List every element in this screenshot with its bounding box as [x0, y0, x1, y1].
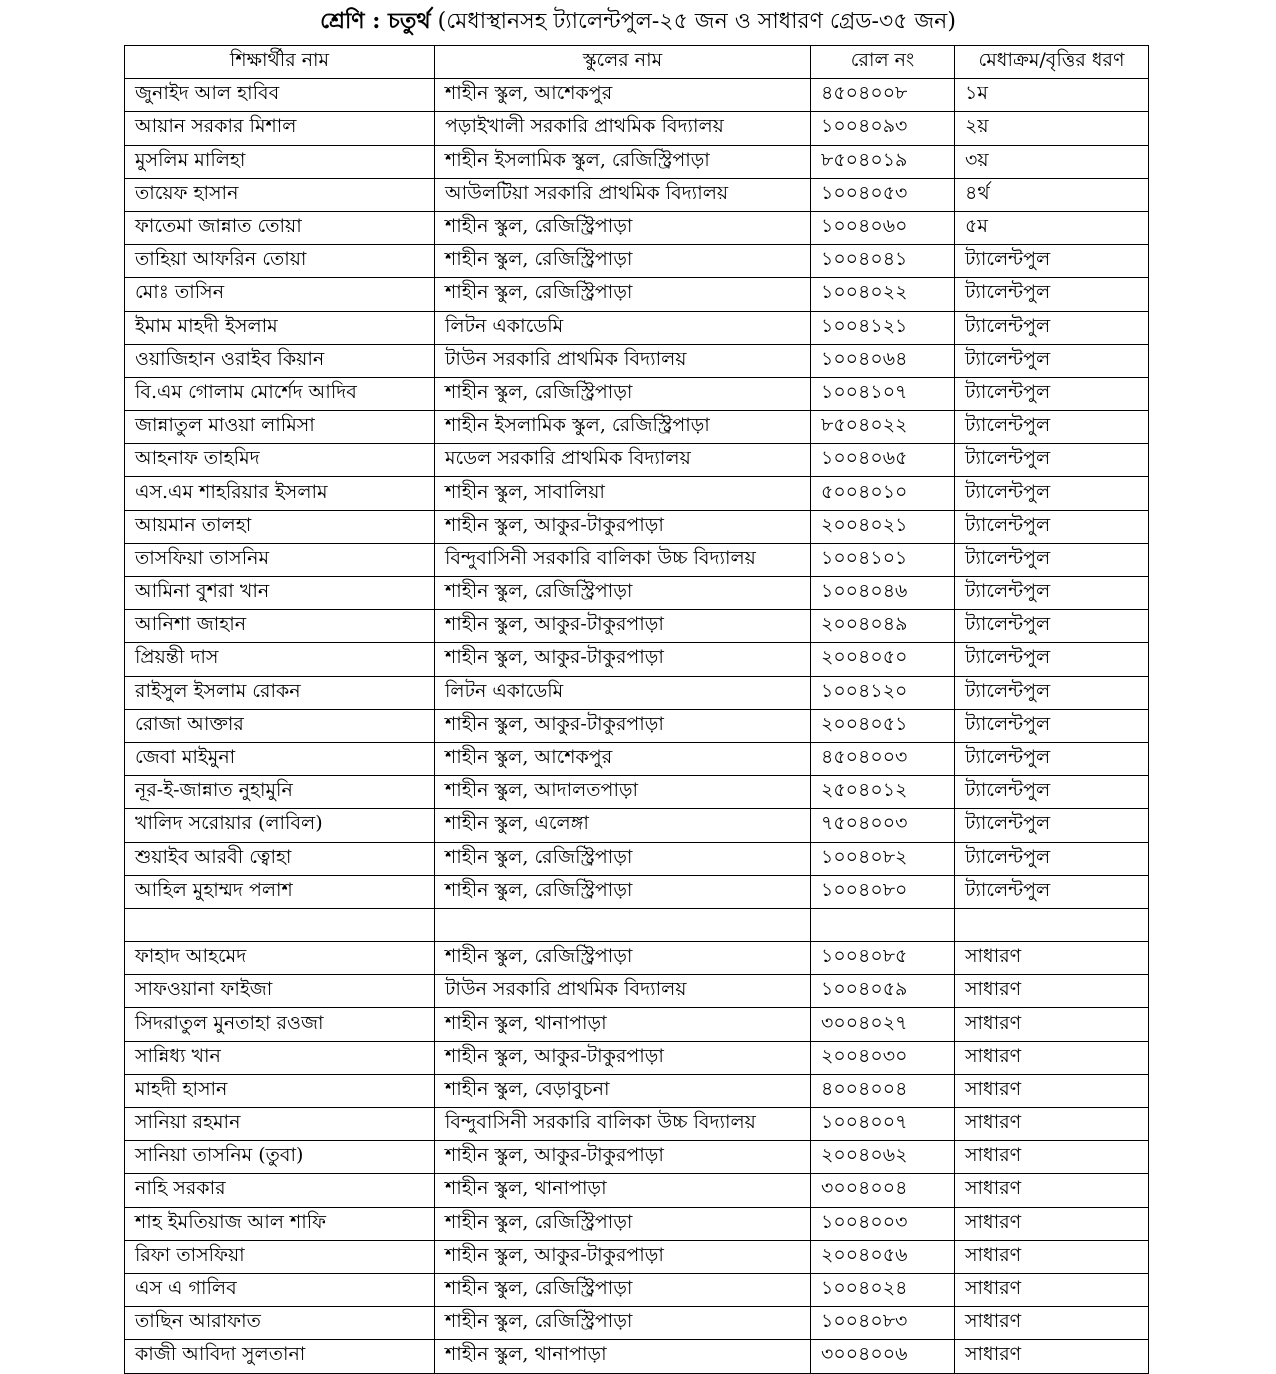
student-name-cell: ওয়াজিহান ওরাইব কিয়ান — [125, 344, 435, 377]
student-name-cell: শাহ ইমতিয়াজ আল শাফি — [125, 1207, 435, 1240]
table-row — [125, 112, 1149, 145]
student-name-cell — [125, 908, 435, 941]
student-name-cell: সানিয়া রহমান — [125, 1108, 435, 1141]
roll-number-cell: ১০০৪০০৩ — [811, 1207, 955, 1240]
student-name-cell: শুয়াইব আরবী ত্বোহা — [125, 842, 435, 875]
table-row — [125, 1041, 1149, 1074]
roll-number-cell: ৪৫০৪০০৮ — [811, 79, 955, 112]
school-name-cell: শাহীন স্কুল, আকুর-টাকুরপাড়া — [435, 1240, 811, 1273]
student-name-cell: সানিয়া তাসনিম (তুবা) — [125, 1141, 435, 1174]
merit-type-cell: সাধারণ — [955, 1273, 1149, 1306]
roll-number-cell: ৩০০৪০০৪ — [811, 1174, 955, 1207]
merit-type-cell: ট্যালেন্টপুল — [955, 411, 1149, 444]
student-name-cell: মোঃ তাসিন — [125, 278, 435, 311]
school-name-cell: বিন্দুবাসিনী সরকারি বালিকা উচ্চ বিদ্যালয় — [435, 543, 811, 576]
merit-type-cell: ২য় — [955, 112, 1149, 145]
student-name-cell: আয়ান সরকার মিশাল — [125, 112, 435, 145]
table-row — [125, 510, 1149, 543]
merit-type-cell: ট্যালেন্টপুল — [955, 610, 1149, 643]
merit-type-cell: ট্যালেন্টপুল — [955, 709, 1149, 742]
roll-number-cell: ৭৫০৪০০৩ — [811, 809, 955, 842]
merit-type-cell: ট্যালেন্টপুল — [955, 278, 1149, 311]
merit-type-cell: সাধারণ — [955, 1174, 1149, 1207]
student-name-cell: ইমাম মাহদী ইসলাম — [125, 311, 435, 344]
roll-number-cell: ১০০৪০৬০ — [811, 211, 955, 244]
table-row — [125, 875, 1149, 908]
merit-type-cell: ট্যালেন্টপুল — [955, 377, 1149, 410]
student-name-cell: নূর-ই-জান্নাত নুহামুনি — [125, 776, 435, 809]
school-name-cell: শাহীন স্কুল, এলেঙ্গা — [435, 809, 811, 842]
student-name-cell: ফাহাদ আহমেদ — [125, 942, 435, 975]
table-row — [125, 676, 1149, 709]
school-name-cell: শাহীন স্কুল, রেজিস্ট্রিপাড়া — [435, 1207, 811, 1240]
merit-type-cell: সাধারণ — [955, 1240, 1149, 1273]
table-row — [125, 311, 1149, 344]
school-name-cell: শাহীন স্কুল, আকুর-টাকুরপাড়া — [435, 1041, 811, 1074]
roll-number-cell: ১০০৪১২০ — [811, 676, 955, 709]
table-row — [125, 809, 1149, 842]
table-row — [125, 543, 1149, 576]
merit-type-cell: ট্যালেন্টপুল — [955, 311, 1149, 344]
table-row — [125, 1240, 1149, 1273]
roll-number-cell: ১০০৪০৮০ — [811, 875, 955, 908]
student-name-cell: রাইসুল ইসলাম রোকন — [125, 676, 435, 709]
page-title — [0, 6, 1276, 37]
table-row — [125, 1141, 1149, 1174]
table-row — [125, 610, 1149, 643]
student-name-cell: সাফওয়ানা ফাইজা — [125, 975, 435, 1008]
school-name-cell: শাহীন স্কুল, বেড়াবুচনা — [435, 1074, 811, 1107]
roll-number-cell: ২৫০৪০১২ — [811, 776, 955, 809]
student-name-cell: কাজী আবিদা সুলতানা — [125, 1340, 435, 1373]
school-name-cell: শাহীন ইসলামিক স্কুল, রেজিস্ট্রিপাড়া — [435, 145, 811, 178]
roll-number-cell: ১০০৪১০৭ — [811, 377, 955, 410]
roll-number-cell: ৩০০৪০০৬ — [811, 1340, 955, 1373]
table-row — [125, 1307, 1149, 1340]
roll-number-cell: ২০০৪০৪৯ — [811, 610, 955, 643]
student-name-cell: এস এ গালিব — [125, 1273, 435, 1306]
merit-type-cell: ট্যালেন্টপুল — [955, 643, 1149, 676]
merit-type-cell: ট্যালেন্টপুল — [955, 776, 1149, 809]
roll-number-cell: ২০০৪০৫১ — [811, 709, 955, 742]
school-name-cell: শাহীন ইসলামিক স্কুল, রেজিস্ট্রিপাড়া — [435, 411, 811, 444]
roll-number-cell: ২০০৪০৬২ — [811, 1141, 955, 1174]
school-name-cell: শাহীন স্কুল, আশেকপুর — [435, 79, 811, 112]
school-name-cell: শাহীন স্কুল, থানাপাড়া — [435, 1340, 811, 1373]
header-roll-number: রোল নং — [811, 46, 955, 79]
table-header-row — [125, 46, 1149, 79]
student-name-cell: খালিদ সরোয়ার (লাবিল) — [125, 809, 435, 842]
student-name-cell: আহিল মুহাম্মদ পলাশ — [125, 875, 435, 908]
roll-number-cell: ১০০৪০৬৫ — [811, 444, 955, 477]
table-row — [125, 477, 1149, 510]
table-row — [125, 776, 1149, 809]
roll-number-cell: ১০০৪০০৭ — [811, 1108, 955, 1141]
roll-number-cell: ১০০৪০৫৩ — [811, 178, 955, 211]
student-name-cell: আয়মান তালহা — [125, 510, 435, 543]
school-name-cell: টাউন সরকারি প্রাথমিক বিদ্যালয় — [435, 344, 811, 377]
school-name-cell: পড়াইখালী সরকারি প্রাথমিক বিদ্যালয় — [435, 112, 811, 145]
school-name-cell: শাহীন স্কুল, রেজিস্ট্রিপাড়া — [435, 245, 811, 278]
roll-number-cell — [811, 908, 955, 941]
school-name-cell: শাহীন স্কুল, সাবালিয়া — [435, 477, 811, 510]
student-name-cell: তায়েফ হাসান — [125, 178, 435, 211]
roll-number-cell: ১০০৪০৪১ — [811, 245, 955, 278]
table-row — [125, 278, 1149, 311]
student-name-cell: জুনাইদ আল হাবিব — [125, 79, 435, 112]
table-row — [125, 211, 1149, 244]
table-row — [125, 1273, 1149, 1306]
table-row — [125, 377, 1149, 410]
student-name-cell: এস.এম শাহরিয়ার ইসলাম — [125, 477, 435, 510]
table-row — [125, 178, 1149, 211]
merit-type-cell: ৪র্থ — [955, 178, 1149, 211]
student-name-cell: তাছিন আরাফাত — [125, 1307, 435, 1340]
table-row — [125, 444, 1149, 477]
roll-number-cell: ১০০৪০৪৬ — [811, 577, 955, 610]
school-name-cell: শাহীন স্কুল, আকুর-টাকুরপাড়া — [435, 643, 811, 676]
student-name-cell: তাসফিয়া তাসনিম — [125, 543, 435, 576]
table-row — [125, 1008, 1149, 1041]
merit-type-cell: ট্যালেন্টপুল — [955, 543, 1149, 576]
school-name-cell: শাহীন স্কুল, রেজিস্ট্রিপাড়া — [435, 842, 811, 875]
school-name-cell: আউলটিয়া সরকারি প্রাথমিক বিদ্যালয় — [435, 178, 811, 211]
merit-type-cell: সাধারণ — [955, 1074, 1149, 1107]
roll-number-cell: ৪০০৪০০৪ — [811, 1074, 955, 1107]
table-row — [125, 1340, 1149, 1373]
school-name-cell: শাহীন স্কুল, রেজিস্ট্রিপাড়া — [435, 875, 811, 908]
school-name-cell: শাহীন স্কুল, আকুর-টাকুরপাড়া — [435, 709, 811, 742]
class-details: (মেধাস্থানসহ ট্যালেন্টপুল-২৫ জন ও সাধারণ গ্রেড-৩৫ জন) — [437, 9, 956, 34]
table-row — [125, 742, 1149, 775]
table-row — [125, 79, 1149, 112]
roll-number-cell: ৩০০৪০২৭ — [811, 1008, 955, 1041]
school-name-cell: শাহীন স্কুল, আকুর-টাকুরপাড়া — [435, 610, 811, 643]
roll-number-cell: ২০০৪০৫০ — [811, 643, 955, 676]
roll-number-cell: ২০০৪০২১ — [811, 510, 955, 543]
student-name-cell: প্রিয়ন্তী দাস — [125, 643, 435, 676]
school-name-cell: শাহীন স্কুল, রেজিস্ট্রিপাড়া — [435, 942, 811, 975]
table-row — [125, 344, 1149, 377]
school-name-cell: টাউন সরকারি প্রাথমিক বিদ্যালয় — [435, 975, 811, 1008]
merit-type-cell — [955, 908, 1149, 941]
merit-type-cell: ট্যালেন্টপুল — [955, 742, 1149, 775]
merit-type-cell: সাধারণ — [955, 975, 1149, 1008]
roll-number-cell: ৮৫০৪০১৯ — [811, 145, 955, 178]
table-row — [125, 145, 1149, 178]
school-name-cell: লিটন একাডেমি — [435, 311, 811, 344]
school-name-cell: বিন্দুবাসিনী সরকারি বালিকা উচ্চ বিদ্যালয় — [435, 1108, 811, 1141]
merit-type-cell: ট্যালেন্টপুল — [955, 577, 1149, 610]
student-name-cell: নাহি সরকার — [125, 1174, 435, 1207]
table-row — [125, 643, 1149, 676]
merit-type-cell: সাধারণ — [955, 1008, 1149, 1041]
table-row — [125, 1074, 1149, 1107]
school-name-cell — [435, 908, 811, 941]
table-row — [125, 411, 1149, 444]
school-name-cell: শাহীন স্কুল, রেজিস্ট্রিপাড়া — [435, 1273, 811, 1306]
school-name-cell: শাহীন স্কুল, আদালতপাড়া — [435, 776, 811, 809]
table-row — [125, 709, 1149, 742]
table-row — [125, 908, 1149, 941]
merit-type-cell: ট্যালেন্টপুল — [955, 344, 1149, 377]
school-name-cell: শাহীন স্কুল, রেজিস্ট্রিপাড়া — [435, 211, 811, 244]
merit-type-cell: ৫ম — [955, 211, 1149, 244]
roll-number-cell: ৪৫০৪০০৩ — [811, 742, 955, 775]
table-row — [125, 1207, 1149, 1240]
class-label: শ্রেণি : চতুর্থ — [320, 8, 431, 34]
roll-number-cell: ১০০৪০৮৩ — [811, 1307, 955, 1340]
merit-type-cell: সাধারণ — [955, 1141, 1149, 1174]
student-name-cell: সান্নিধ্য খান — [125, 1041, 435, 1074]
table-row — [125, 842, 1149, 875]
roll-number-cell: ১০০৪০৮৫ — [811, 942, 955, 975]
school-name-cell: শাহীন স্কুল, আকুর-টাকুরপাড়া — [435, 510, 811, 543]
merit-type-cell: ট্যালেন্টপুল — [955, 676, 1149, 709]
merit-type-cell: সাধারণ — [955, 1108, 1149, 1141]
header-school-name: স্কুলের নাম — [435, 46, 811, 79]
student-name-cell: আমিনা বুশরা খান — [125, 577, 435, 610]
student-name-cell: জেবা মাইমুনা — [125, 742, 435, 775]
roll-number-cell: ১০০৪০৫৯ — [811, 975, 955, 1008]
student-name-cell: মুসলিম মালিহা — [125, 145, 435, 178]
school-name-cell: শাহীন স্কুল, আকুর-টাকুরপাড়া — [435, 1141, 811, 1174]
student-name-cell: জান্নাতুল মাওয়া লামিসা — [125, 411, 435, 444]
roll-number-cell: ১০০৪০৯৩ — [811, 112, 955, 145]
roll-number-cell: ১০০৪০৬৪ — [811, 344, 955, 377]
school-name-cell: শাহীন স্কুল, থানাপাড়া — [435, 1174, 811, 1207]
merit-type-cell: ট্যালেন্টপুল — [955, 510, 1149, 543]
school-name-cell: শাহীন স্কুল, রেজিস্ট্রিপাড়া — [435, 377, 811, 410]
results-table — [124, 45, 1149, 1374]
header-merit-type: মেধাক্রম/বৃত্তির ধরণ — [955, 46, 1149, 79]
roll-number-cell: ২০০৪০৩০ — [811, 1041, 955, 1074]
table-row — [125, 942, 1149, 975]
table-row — [125, 975, 1149, 1008]
table-body — [125, 79, 1149, 1373]
school-name-cell: লিটন একাডেমি — [435, 676, 811, 709]
roll-number-cell: ৮৫০৪০২২ — [811, 411, 955, 444]
student-name-cell: রিফা তাসফিয়া — [125, 1240, 435, 1273]
student-name-cell: বি.এম গোলাম মোর্শেদ আদিব — [125, 377, 435, 410]
student-name-cell: রোজা আক্তার — [125, 709, 435, 742]
table-row — [125, 577, 1149, 610]
student-name-cell: আনিশা জাহান — [125, 610, 435, 643]
student-name-cell: ফাতেমা জান্নাত তোয়া — [125, 211, 435, 244]
header-student-name: শিক্ষার্থীর নাম — [125, 46, 435, 79]
merit-type-cell: ৩য় — [955, 145, 1149, 178]
school-name-cell: শাহীন স্কুল, থানাপাড়া — [435, 1008, 811, 1041]
student-name-cell: তাহিয়া আফরিন তোয়া — [125, 245, 435, 278]
roll-number-cell: ২০০৪০৫৬ — [811, 1240, 955, 1273]
roll-number-cell: ১০০৪১২১ — [811, 311, 955, 344]
roll-number-cell: ১০০৪১০১ — [811, 543, 955, 576]
roll-number-cell: ৫০০৪০১০ — [811, 477, 955, 510]
merit-type-cell: সাধারণ — [955, 1207, 1149, 1240]
merit-type-cell: ট্যালেন্টপুল — [955, 842, 1149, 875]
table-row — [125, 1108, 1149, 1141]
merit-type-cell: সাধারণ — [955, 942, 1149, 975]
roll-number-cell: ১০০৪০২২ — [811, 278, 955, 311]
table-row — [125, 1174, 1149, 1207]
merit-type-cell: সাধারণ — [955, 1307, 1149, 1340]
merit-type-cell: ট্যালেন্টপুল — [955, 444, 1149, 477]
school-name-cell: মডেল সরকারি প্রাথমিক বিদ্যালয় — [435, 444, 811, 477]
student-name-cell: আহনাফ তাহমিদ — [125, 444, 435, 477]
school-name-cell: শাহীন স্কুল, রেজিস্ট্রিপাড়া — [435, 278, 811, 311]
school-name-cell: শাহীন স্কুল, রেজিস্ট্রিপাড়া — [435, 1307, 811, 1340]
merit-type-cell: ট্যালেন্টপুল — [955, 809, 1149, 842]
merit-type-cell: সাধারণ — [955, 1041, 1149, 1074]
merit-type-cell: ট্যালেন্টপুল — [955, 477, 1149, 510]
merit-type-cell: ট্যালেন্টপুল — [955, 875, 1149, 908]
student-name-cell: মাহদী হাসান — [125, 1074, 435, 1107]
roll-number-cell: ১০০৪০২৪ — [811, 1273, 955, 1306]
student-name-cell: সিদরাতুল মুনতাহা রওজা — [125, 1008, 435, 1041]
merit-type-cell: সাধারণ — [955, 1340, 1149, 1373]
table-row — [125, 245, 1149, 278]
roll-number-cell: ১০০৪০৮২ — [811, 842, 955, 875]
school-name-cell: শাহীন স্কুল, রেজিস্ট্রিপাড়া — [435, 577, 811, 610]
merit-type-cell: ১ম — [955, 79, 1149, 112]
merit-type-cell: ট্যালেন্টপুল — [955, 245, 1149, 278]
school-name-cell: শাহীন স্কুল, আশেকপুর — [435, 742, 811, 775]
